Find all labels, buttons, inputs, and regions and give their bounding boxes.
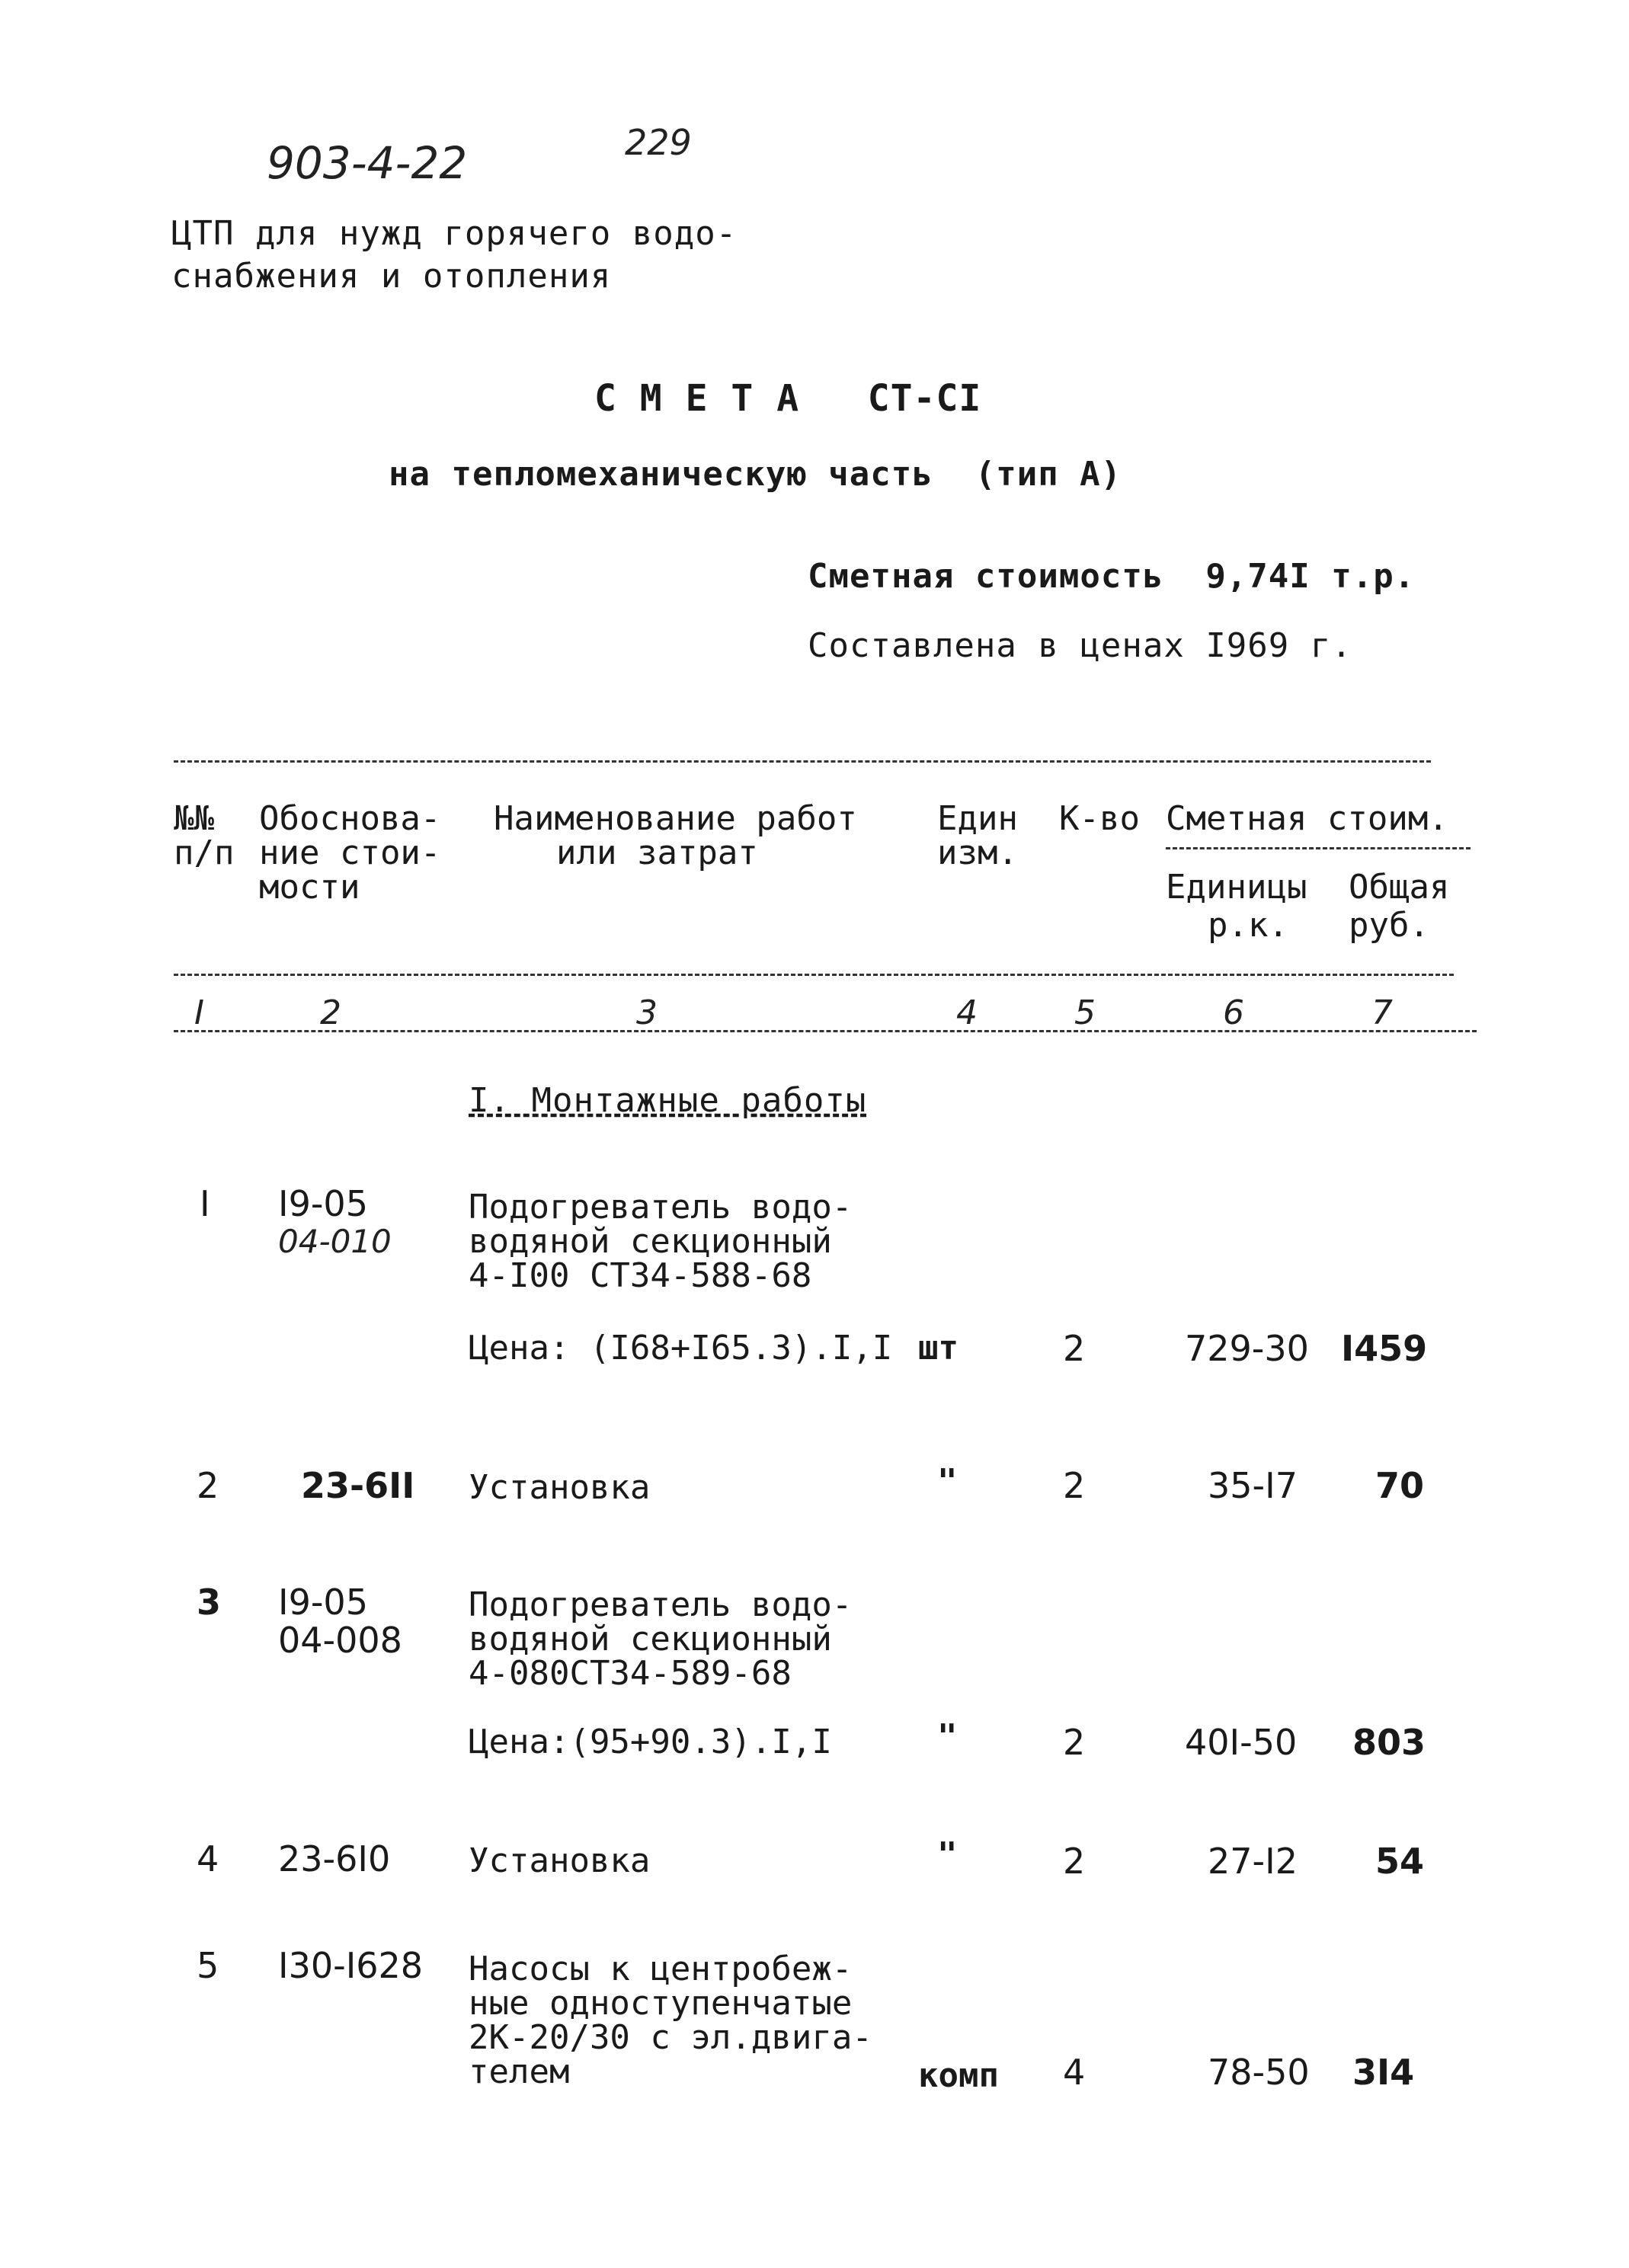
row1-total: I459 (1341, 1328, 1428, 1369)
row3-name-3: 4-080СТ34-589-68 (469, 1654, 792, 1693)
document-code: 903-4-22 (267, 137, 468, 189)
row1-unit: шт (918, 1329, 959, 1368)
table-top-rule (174, 760, 1431, 763)
row2-basis: 23-6II (301, 1465, 415, 1506)
header-col67-rule (1166, 847, 1471, 849)
row4-unit-cost: 27-I2 (1208, 1841, 1298, 1882)
header-col4-line2: изм. (937, 833, 1018, 872)
subtitle-line-1: ЦТП для нужд горячего водо- (171, 214, 738, 253)
section-title: I. Монтажные работы (469, 1081, 867, 1120)
page-number: 229 (625, 122, 692, 163)
header-col3-line1: Наименование работ (494, 799, 857, 838)
row5-unit-cost: 78-50 (1208, 2052, 1310, 2093)
row5-basis: I30-I628 (278, 1945, 424, 1986)
row3-price: Цена:(95+90.3).I,I (469, 1723, 832, 1761)
prices-year: Составлена в ценах I969 г. (808, 626, 1352, 665)
row5-name-4: телем (469, 2052, 570, 2091)
header-col67-top: Сметная стоим. (1166, 799, 1448, 838)
row3-total: 803 (1352, 1722, 1426, 1763)
row3-unit-cost: 40I-50 (1185, 1722, 1298, 1763)
row2-name: Установка (469, 1468, 651, 1507)
row1-name-2: водяной секционный (469, 1222, 832, 1261)
row3-basis-1: I9-05 (278, 1582, 368, 1623)
subtitle-line-2: снабжения и отопления (171, 257, 612, 296)
row3-qty: 2 (1063, 1722, 1086, 1763)
row3-name-2: водяной секционный (469, 1620, 832, 1659)
row5-unit: комп (918, 2056, 999, 2095)
colnum-1: I (194, 993, 204, 1032)
row2-no: 2 (197, 1465, 219, 1506)
header-col5: К-во (1059, 799, 1140, 838)
header-col6-line2: р.к. (1208, 906, 1288, 945)
header-col1-line2: п/п (174, 833, 235, 872)
row2-unit-cost: 35-I7 (1208, 1465, 1298, 1506)
row3-no: 3 (197, 1582, 222, 1623)
row4-unit: " (937, 1835, 958, 1874)
header-col4-line1: Един (937, 799, 1018, 838)
colnum-6: 6 (1223, 993, 1244, 1032)
row5-name-1: Насосы к центробеж- (469, 1950, 853, 1988)
row1-unit-cost: 729-30 (1185, 1328, 1309, 1369)
row2-qty: 2 (1063, 1465, 1086, 1506)
row5-qty: 4 (1063, 2052, 1086, 2093)
header-col2-line2: ние стои- (259, 833, 441, 872)
row1-name-1: Подогреватель водо- (469, 1188, 853, 1227)
row5-name-3: 2К-20/30 с эл.двига- (469, 2018, 872, 2057)
header-col7-line1: Общая (1349, 868, 1450, 907)
row4-qty: 2 (1063, 1841, 1086, 1882)
row1-basis-2: 04-010 (278, 1223, 392, 1260)
document-title-subtitle: на тепломеханическую часть (тип А) (389, 455, 1122, 494)
row5-no: 5 (197, 1945, 219, 1986)
column-numbers-rule (174, 1030, 1477, 1032)
header-col3-line2: или затрат (556, 833, 758, 872)
row1-no: I (200, 1183, 210, 1224)
row3-unit: " (937, 1717, 958, 1756)
row5-name-2: ные одноступенчатые (469, 1984, 853, 2023)
row1-name-3: 4-I00 СТ34-588-68 (469, 1256, 812, 1295)
colnum-5: 5 (1074, 993, 1096, 1032)
row4-name: Установка (469, 1841, 651, 1880)
header-col6-line1: Единицы (1166, 868, 1307, 907)
row2-unit: " (937, 1462, 958, 1501)
header-bottom-rule (174, 974, 1454, 976)
row5-total: 3I4 (1352, 2052, 1415, 2093)
header-col7-line2: руб. (1349, 906, 1429, 945)
header-col2-line3: мости (259, 868, 360, 907)
colnum-4: 4 (956, 993, 978, 1032)
colnum-3: 3 (636, 993, 658, 1032)
row4-total: 54 (1375, 1841, 1425, 1882)
estimated-cost: Сметная стоимость 9,74I т.р. (808, 557, 1416, 596)
header-col1-line1: №№ (174, 799, 214, 838)
row4-basis: 23-6I0 (278, 1838, 391, 1879)
header-col2-line1: Обоснова- (259, 799, 441, 838)
row1-price: Цена: (I68+I65.3).I,I (469, 1329, 893, 1368)
colnum-7: 7 (1371, 993, 1393, 1032)
row4-no: 4 (197, 1838, 219, 1879)
row1-basis-1: I9-05 (278, 1183, 368, 1224)
document-title: С М Е Т А СТ-СI (594, 377, 982, 420)
colnum-2: 2 (320, 993, 341, 1032)
row1-qty: 2 (1063, 1328, 1086, 1369)
row3-name-1: Подогреватель водо- (469, 1585, 853, 1624)
row3-basis-2: 04-008 (278, 1620, 402, 1661)
row2-total: 70 (1375, 1465, 1425, 1506)
